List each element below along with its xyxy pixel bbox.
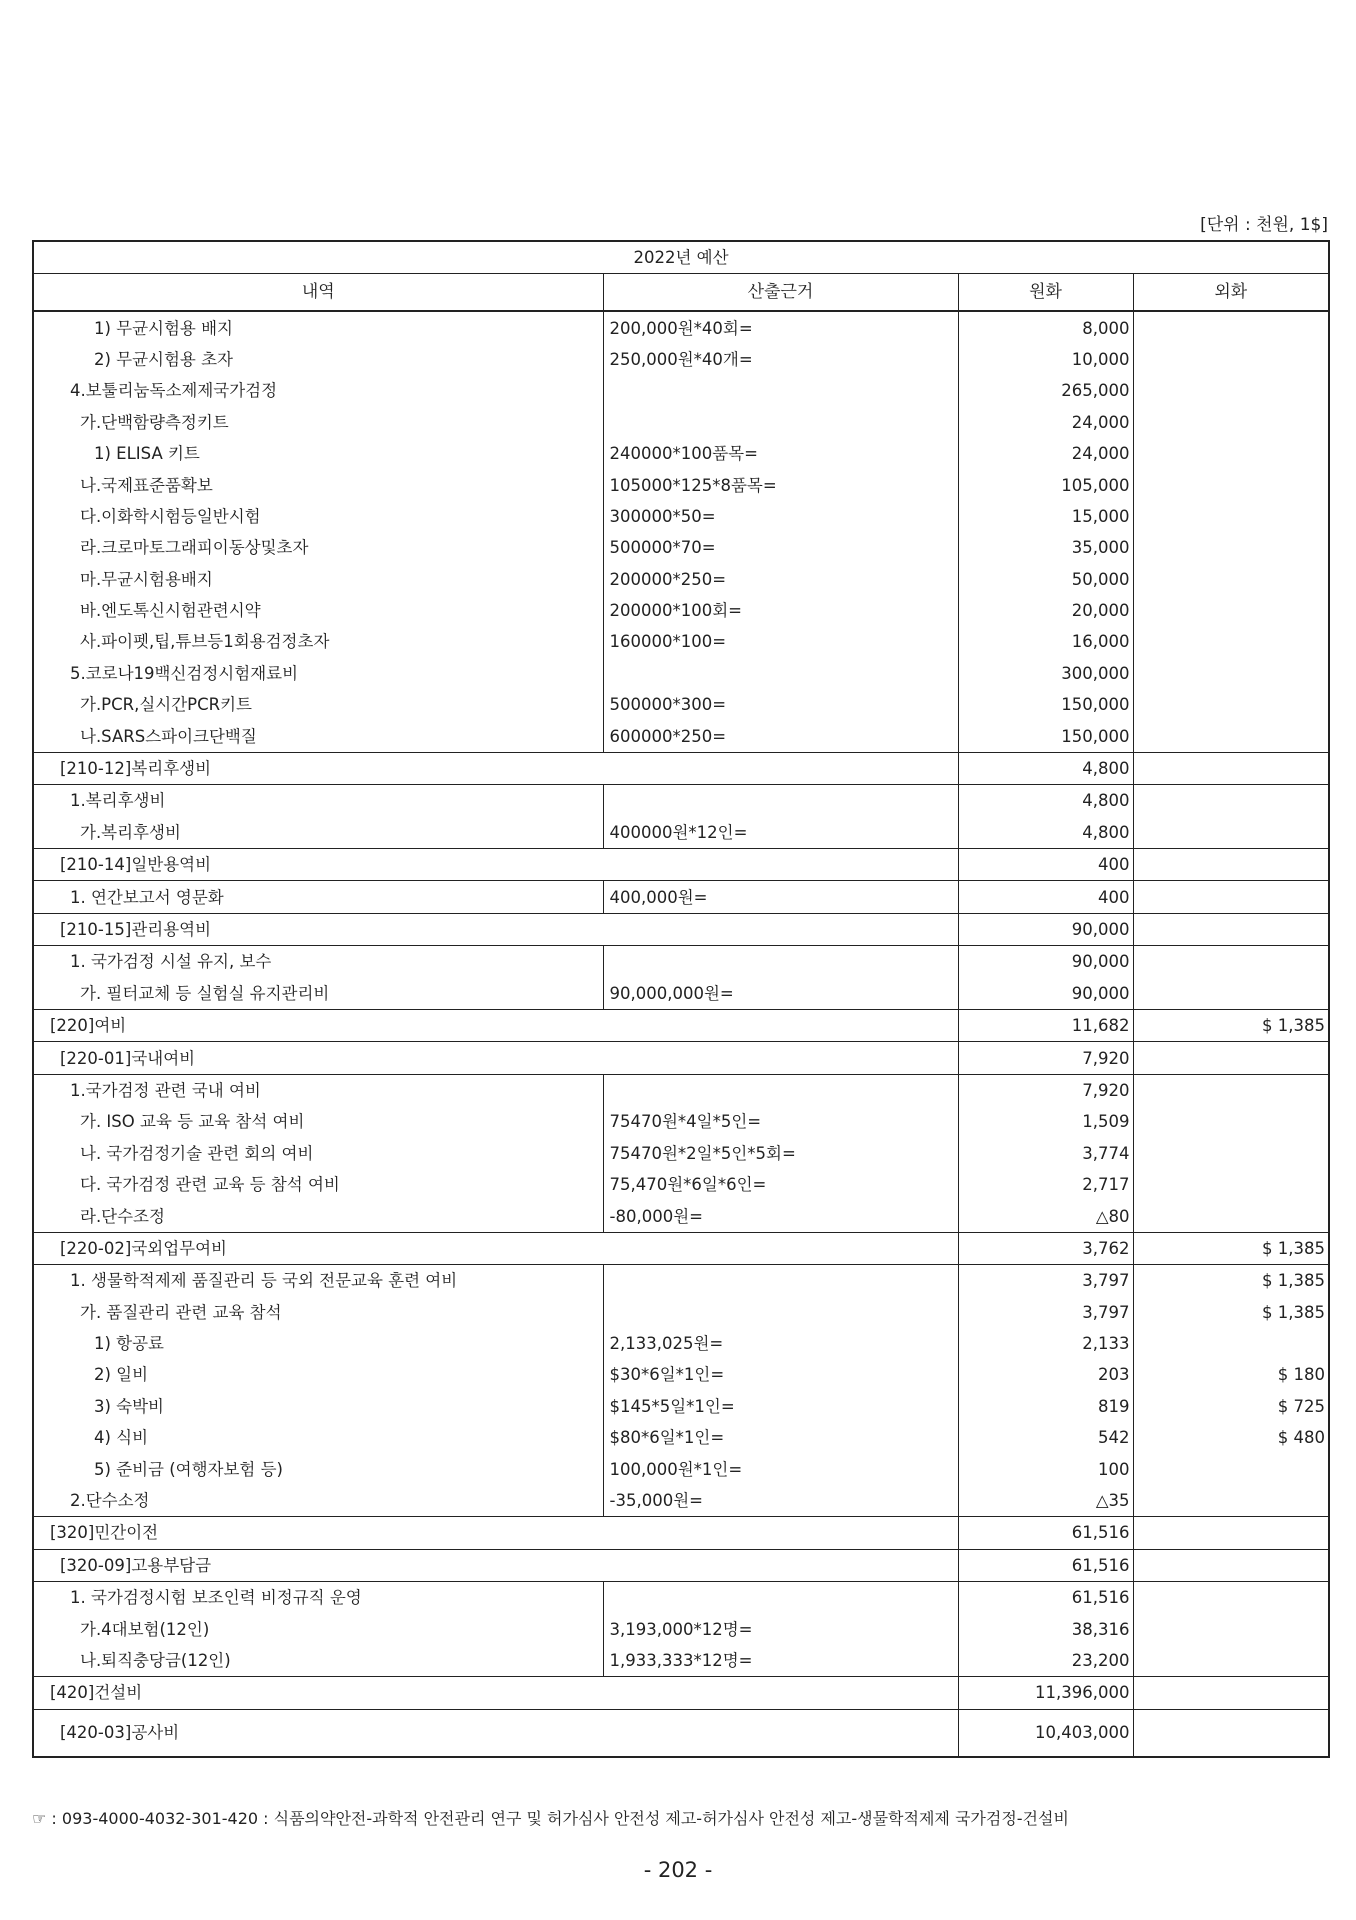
row-basis: 75470원*4일*5인= [603,1106,958,1137]
row-krw: 24,000 [958,407,1133,438]
row-item: [220]여비 [33,1009,958,1041]
row-krw: 61,516 [958,1582,1133,1614]
row-krw: 400 [958,849,1133,881]
row-krw: 2,133 [958,1328,1133,1359]
row-krw: 4,800 [958,752,1133,784]
table-row [33,1169,1329,1200]
row-usd [1133,407,1329,438]
row-item: 사.파이펫,팁,튜브등1회용검정초자 [33,626,603,657]
table-row [33,1677,1329,1709]
row-basis: 200000*250= [603,564,958,595]
row-krw: 90,000 [958,913,1133,945]
table-row [33,1328,1329,1359]
row-item: 가.4대보험(12인) [33,1613,603,1644]
row-basis: 500000*70= [603,532,958,563]
row-basis: 2,133,025원= [603,1328,958,1359]
page-number: - 202 - [643,1858,713,1882]
table-row [33,1422,1329,1453]
row-krw: 10,403,000 [958,1709,1133,1757]
row-usd [1133,532,1329,563]
row-basis: 3,193,000*12명= [603,1613,958,1644]
row-krw: 1,509 [958,1106,1133,1137]
table-row [33,1582,1329,1614]
row-krw: 90,000 [958,946,1133,978]
row-krw: 2,717 [958,1169,1133,1200]
row-usd [1133,438,1329,469]
row-usd [1133,658,1329,689]
table-row [33,1106,1329,1137]
row-krw: 4,800 [958,817,1133,849]
row-krw: 61,516 [958,1549,1133,1581]
row-item: [420-03]공사비 [33,1709,958,1757]
row-basis: 300000*50= [603,501,958,532]
row-item: [420]건설비 [33,1677,958,1709]
row-item: 라.단수조정 [33,1200,603,1232]
row-krw: 90,000 [958,978,1133,1010]
row-item: 2) 일비 [33,1359,603,1390]
table-row [33,595,1329,626]
row-basis: 200000*100회= [603,595,958,626]
row-basis: -80,000원= [603,1200,958,1232]
row-usd [1133,564,1329,595]
row-usd: $ 1,385 [1262,1302,1325,1322]
row-item: 2.단수소정 [33,1485,603,1517]
table-row [33,501,1329,532]
row-krw: 105,000 [958,469,1133,500]
row-krw: 3,774 [958,1138,1133,1169]
row-item: [210-12]복리후생비 [33,752,958,784]
row-item: 다.이화학시험등일반시험 [33,501,603,532]
row-krw: 15,000 [958,501,1133,532]
row-item: 바.엔도톡신시험관련시약 [33,595,603,626]
row-item: 가.단백함량측정키트 [33,407,603,438]
row-krw: 150,000 [958,720,1133,752]
row-usd [1133,817,1329,849]
row-usd [1133,1074,1329,1106]
row-usd [1133,1169,1329,1200]
row-item: 나.국제표준품확보 [33,469,603,500]
row-item: 나.퇴직충당금(12인) [33,1645,603,1677]
table-row [33,689,1329,720]
row-krw: 61,516 [958,1517,1133,1549]
row-usd [1133,1042,1329,1074]
row-item: [220-02]국외업무여비 [33,1232,958,1264]
row-basis [603,946,958,978]
table-row [33,564,1329,595]
row-item: 가. 품질관리 관련 교육 참석 [33,1297,603,1328]
row-item: 1) 무균시험용 배지 [33,311,603,343]
row-krw: 203 [958,1359,1133,1390]
table-row [33,311,1329,343]
table-row [33,720,1329,752]
row-usd [1133,1709,1329,1757]
row-usd [1133,1138,1329,1169]
row-krw: 265,000 [958,375,1133,406]
row-usd [1133,1453,1329,1484]
row-krw: 3,797 [958,1265,1133,1297]
row-usd [1133,311,1329,343]
row-usd [1133,1517,1329,1549]
row-usd [1133,1582,1329,1614]
row-usd [1133,501,1329,532]
row-basis: 250,000원*40개= [603,344,958,375]
row-item: [320]민간이전 [33,1517,958,1549]
table-row [33,1709,1329,1757]
row-item: 4.보툴리눔독소제제국가검정 [33,375,603,406]
row-usd [1133,1485,1329,1517]
row-usd [1133,1645,1329,1677]
row-krw: 10,000 [958,344,1133,375]
row-usd: $ 1,385 [1133,1265,1329,1297]
row-basis [603,375,958,406]
row-item: 1. 국가검정 시설 유지, 보수 [33,946,603,978]
row-krw: △80 [958,1200,1133,1232]
row-basis: $145*5일*1인= [603,1391,958,1422]
row-krw: 150,000 [958,689,1133,720]
row-item: [210-14]일반용역비 [33,849,958,881]
row-krw: 35,000 [958,532,1133,563]
table-row [33,1232,1329,1264]
row-usd [1133,1549,1329,1581]
row-krw: 300,000 [958,658,1133,689]
table-row [33,752,1329,784]
row-item: 2) 무균시험용 초자 [33,344,603,375]
row-usd [1133,913,1329,945]
row-usd: $ 480 [1277,1428,1325,1448]
row-usd [1133,881,1329,913]
row-krw: 7,920 [958,1042,1133,1074]
row-krw: 24,000 [958,438,1133,469]
row-basis: 200,000원*40회= [603,311,958,343]
row-basis: 400000원*12인= [603,817,958,849]
table-row [33,658,1329,689]
row-item: 1.복리후생비 [33,785,603,817]
row-krw: 50,000 [958,564,1133,595]
row-basis: 100,000원*1인= [603,1453,958,1484]
table-row [33,946,1329,978]
row-basis [603,785,958,817]
row-usd [1133,946,1329,978]
row-basis: 105000*125*8품목= [603,469,958,500]
row-krw: △35 [958,1485,1133,1517]
table-row [33,817,1329,849]
row-krw: 3,762 [958,1232,1133,1264]
row-item: 다. 국가검정 관련 교육 등 참석 여비 [33,1169,603,1200]
row-basis [603,1074,958,1106]
row-item: 1) ELISA 키트 [33,438,603,469]
row-basis: $30*6일*1인= [603,1359,958,1390]
row-item: 1. 연간보고서 영문화 [33,881,603,913]
unit-label: [단위 : 천원, 1$] [1200,215,1328,235]
row-basis: 500000*300= [603,689,958,720]
row-basis: 90,000,000원= [603,978,958,1010]
row-basis [603,1265,958,1297]
row-item: 5) 준비금 (여행자보험 등) [33,1453,603,1484]
table-row [33,913,1329,945]
row-item: 1.국가검정 관련 국내 여비 [33,1074,603,1106]
row-item: 1. 국가검정시험 보조인력 비정규직 운영 [33,1582,603,1614]
row-basis: 160000*100= [603,626,958,657]
row-krw: 542 [958,1422,1133,1453]
table-row [33,1549,1329,1581]
row-item: 라.크로마토그래피이동상및초자 [33,532,603,563]
row-krw: 11,682 [958,1009,1133,1041]
row-usd [1133,785,1329,817]
row-item: 가. ISO 교육 등 교육 참석 여비 [33,1106,603,1137]
row-item: 가.복리후생비 [33,817,603,849]
table-row [33,407,1329,438]
table-row [33,438,1329,469]
row-krw: 4,800 [958,785,1133,817]
table-row [33,849,1329,881]
row-usd [1133,752,1329,784]
row-usd: $ 180 [1277,1365,1325,1385]
row-krw: 16,000 [958,626,1133,657]
row-usd [1133,849,1329,881]
table-row [33,1453,1329,1484]
row-krw: 819 [958,1391,1133,1422]
table-row [33,1200,1329,1232]
row-usd [1133,689,1329,720]
table-row [33,1009,1329,1041]
row-usd [1133,1106,1329,1137]
footnote: ☞ : 093-4000-4032-301-420 : 식품의약안전-과학적 안전관리 연구 및 허가심사 안전성 제고-허가심사 안전성 제고-생물학적제제 국가검정-건설비 [32,1809,1069,1828]
row-item: [320-09]고용부담금 [33,1549,958,1581]
row-item: [210-15]관리용역비 [33,913,958,945]
table-row [33,1645,1329,1677]
table-row [33,532,1329,563]
row-krw: 23,200 [958,1645,1133,1677]
row-usd [1133,1328,1329,1359]
table-row [33,1613,1329,1644]
row-usd [1133,1200,1329,1232]
row-basis [603,407,958,438]
row-item: 나.SARS스파이크단백질 [33,720,603,752]
row-usd [1133,626,1329,657]
row-basis: -35,000원= [603,1485,958,1517]
table-row [33,375,1329,406]
table-row [33,1391,1329,1422]
table-row [33,785,1329,817]
column-header-usd: 외화 [1133,274,1329,312]
row-basis: $80*6일*1인= [603,1422,958,1453]
table-row [33,881,1329,913]
row-basis: 75,470원*6일*6인= [603,1169,958,1200]
column-header-item: 내역 [33,274,603,312]
row-basis: 400,000원= [603,881,958,913]
row-usd [1133,720,1329,752]
row-item: [220-01]국내여비 [33,1042,958,1074]
table-row [33,1042,1329,1074]
row-krw: 20,000 [958,595,1133,626]
row-krw: 7,920 [958,1074,1133,1106]
table-row [33,1265,1329,1297]
budget-table [32,240,1330,1758]
row-item: 5.코로나19백신검정시험재료비 [33,658,603,689]
budget-table-body [33,311,1329,1756]
row-item: 마.무균시험용배지 [33,564,603,595]
table-row [33,1359,1329,1390]
row-usd [1133,469,1329,500]
table-row [33,978,1329,1010]
row-usd [1133,375,1329,406]
table-row [33,1074,1329,1106]
table-row [33,1517,1329,1549]
row-usd: $ 1,385 [1133,1232,1329,1264]
row-usd [1133,344,1329,375]
table-row [33,1297,1329,1328]
table-row [33,469,1329,500]
row-krw: 100 [958,1453,1133,1484]
table-row [33,1485,1329,1517]
row-item: 3) 숙박비 [33,1391,603,1422]
row-krw: 400 [958,881,1133,913]
row-usd: $ 725 [1277,1396,1325,1416]
row-krw: 38,316 [958,1613,1133,1644]
column-header-krw: 원화 [958,274,1133,312]
row-usd [1133,1613,1329,1644]
row-item: 1) 항공료 [33,1328,603,1359]
row-item: 나. 국가검정기술 관련 회의 여비 [33,1138,603,1169]
row-basis [603,1582,958,1614]
year-header: 2022년 예산 [33,241,1329,274]
row-basis: 1,933,333*12명= [603,1645,958,1677]
row-krw: 8,000 [958,311,1133,343]
row-item: 1. 생물학적제제 품질관리 등 국외 전문교육 훈련 여비 [33,1265,603,1297]
row-item: 가.PCR,실시간PCR키트 [33,689,603,720]
table-row [33,1138,1329,1169]
column-header-basis: 산출근거 [603,274,958,312]
row-basis: 240000*100품목= [603,438,958,469]
row-basis [603,1297,958,1328]
table-row [33,344,1329,375]
row-basis [603,658,958,689]
row-krw: 11,396,000 [958,1677,1133,1709]
row-usd [1133,978,1329,1010]
row-krw: 3,797 [958,1297,1133,1328]
row-usd: $ 1,385 [1133,1009,1329,1041]
row-usd [1133,1677,1329,1709]
row-item: 가. 필터교체 등 실험실 유지관리비 [33,978,603,1010]
row-basis: 75470원*2일*5인*5회= [603,1138,958,1169]
table-row [33,626,1329,657]
row-usd [1133,595,1329,626]
row-item: 4) 식비 [33,1422,603,1453]
row-basis: 600000*250= [603,720,958,752]
